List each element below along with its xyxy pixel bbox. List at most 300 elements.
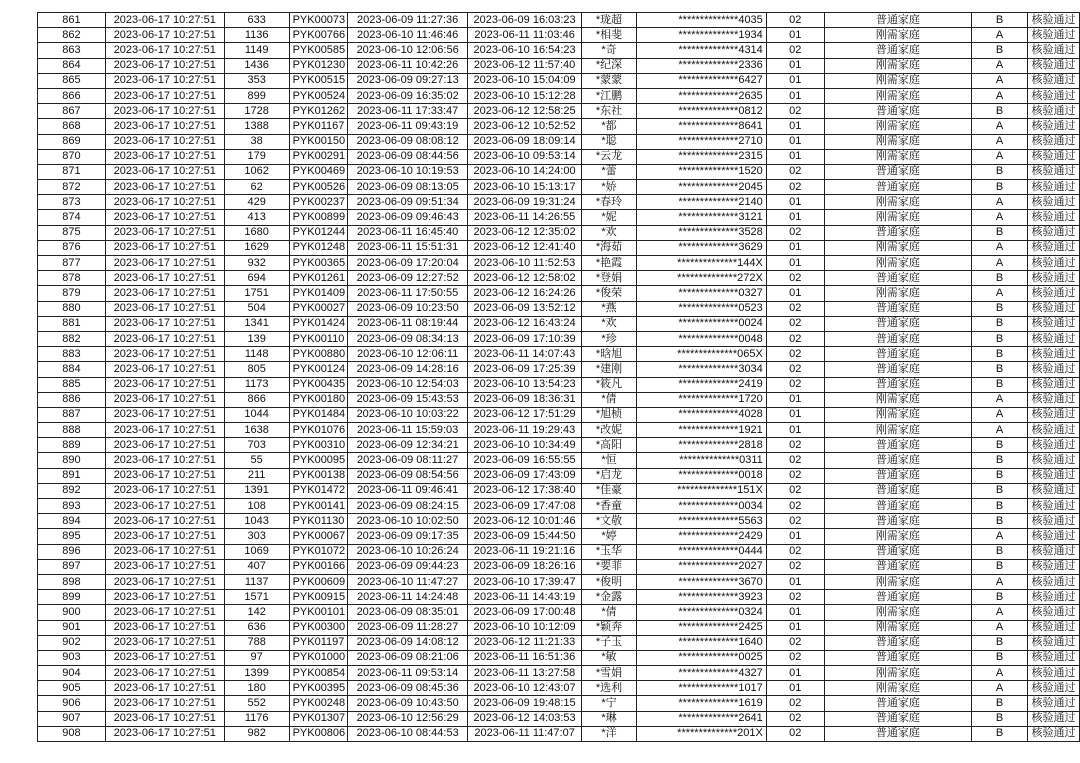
household-type-cell: 普通家庭: [824, 362, 972, 377]
pyk-code-cell: PYK00095: [289, 453, 348, 468]
submit-time-cell: 2023-06-11 15:59:03: [348, 423, 468, 438]
seq-cell: 876: [38, 240, 106, 255]
applicant-name-cell: *倩: [582, 605, 637, 620]
grade-cell: B: [972, 347, 1028, 362]
table-row: [38, 529, 1080, 544]
review-time-cell: 2023-06-09 17:10:39: [468, 331, 582, 346]
household-type-cell: 普通家庭: [824, 514, 972, 529]
query-time-cell: 2023-06-17 10:27:51: [105, 58, 224, 73]
status-cell: 核验通过: [1027, 635, 1079, 650]
submit-time-cell: 2023-06-09 09:27:13: [348, 73, 468, 88]
id-number-cell: **************1520: [636, 164, 766, 179]
query-time-cell: 2023-06-17 10:27:51: [105, 362, 224, 377]
review-time-cell: 2023-06-09 17:00:48: [468, 605, 582, 620]
pyk-code-cell: PYK00469: [289, 164, 348, 179]
id-number-cell: **************0034: [636, 499, 766, 514]
seq-cell: 897: [38, 559, 106, 574]
review-time-cell: 2023-06-12 12:58:02: [468, 271, 582, 286]
household-type-cell: 普通家庭: [824, 180, 972, 195]
grade-cell: A: [972, 73, 1028, 88]
status-cell: 核验通过: [1027, 316, 1079, 331]
category-code-cell: 02: [766, 499, 824, 514]
applicant-name-cell: *相斐: [582, 28, 637, 43]
household-type-cell: 刚需家庭: [824, 88, 972, 103]
category-code-cell: 01: [766, 529, 824, 544]
id-number-cell: **************2635: [636, 88, 766, 103]
category-code-cell: 01: [766, 210, 824, 225]
table-row: [38, 635, 1080, 650]
pyk-code-cell: PYK01484: [289, 407, 348, 422]
submit-time-cell: 2023-06-10 10:26:24: [348, 544, 468, 559]
category-code-cell: 02: [766, 225, 824, 240]
category-code-cell: 02: [766, 635, 824, 650]
review-time-cell: 2023-06-12 16:24:26: [468, 286, 582, 301]
order-no-cell: 788: [224, 635, 289, 650]
applicant-name-cell: *玉华: [582, 544, 637, 559]
status-cell: 核验通过: [1027, 195, 1079, 210]
category-code-cell: 02: [766, 559, 824, 574]
category-code-cell: 01: [766, 286, 824, 301]
table-row: [38, 574, 1080, 589]
household-type-cell: 刚需家庭: [824, 681, 972, 696]
order-no-cell: 1629: [224, 240, 289, 255]
household-type-cell: 刚需家庭: [824, 392, 972, 407]
category-code-cell: 02: [766, 347, 824, 362]
order-no-cell: 211: [224, 468, 289, 483]
query-time-cell: 2023-06-17 10:27:51: [105, 407, 224, 422]
query-time-cell: 2023-06-17 10:27:51: [105, 286, 224, 301]
order-no-cell: 1388: [224, 119, 289, 134]
id-number-cell: **************0324: [636, 605, 766, 620]
submit-time-cell: 2023-06-09 12:34:21: [348, 438, 468, 453]
table-row: [38, 377, 1080, 392]
applicant-name-cell: *文敬: [582, 514, 637, 529]
review-time-cell: 2023-06-10 15:04:09: [468, 73, 582, 88]
query-time-cell: 2023-06-17 10:27:51: [105, 240, 224, 255]
seq-cell: 893: [38, 499, 106, 514]
household-type-cell: 普通家庭: [824, 43, 972, 58]
applicant-name-cell: *聪: [582, 134, 637, 149]
category-code-cell: 01: [766, 681, 824, 696]
submit-time-cell: 2023-06-11 09:43:19: [348, 119, 468, 134]
pyk-code-cell: PYK01307: [289, 711, 348, 726]
submit-time-cell: 2023-06-09 08:45:36: [348, 681, 468, 696]
query-time-cell: 2023-06-17 10:27:51: [105, 43, 224, 58]
order-no-cell: 1149: [224, 43, 289, 58]
seq-cell: 892: [38, 483, 106, 498]
category-code-cell: 02: [766, 164, 824, 179]
category-code-cell: 02: [766, 271, 824, 286]
pyk-code-cell: PYK00291: [289, 149, 348, 164]
category-code-cell: 02: [766, 453, 824, 468]
order-no-cell: 1137: [224, 574, 289, 589]
household-type-cell: 刚需家庭: [824, 256, 972, 271]
pyk-code-cell: PYK01197: [289, 635, 348, 650]
pyk-code-cell: PYK00806: [289, 726, 348, 741]
category-code-cell: 02: [766, 483, 824, 498]
seq-cell: 890: [38, 453, 106, 468]
table-row: [38, 453, 1080, 468]
submit-time-cell: 2023-06-09 08:11:27: [348, 453, 468, 468]
query-time-cell: 2023-06-17 10:27:51: [105, 666, 224, 681]
query-time-cell: 2023-06-17 10:27:51: [105, 149, 224, 164]
category-code-cell: 01: [766, 423, 824, 438]
review-time-cell: 2023-06-12 10:52:52: [468, 119, 582, 134]
status-cell: 核验通过: [1027, 468, 1079, 483]
id-number-cell: **************0523: [636, 301, 766, 316]
review-time-cell: 2023-06-11 13:27:58: [468, 666, 582, 681]
pyk-code-cell: PYK00365: [289, 256, 348, 271]
seq-cell: 874: [38, 210, 106, 225]
status-cell: 核验通过: [1027, 271, 1079, 286]
id-number-cell: **************0311: [636, 453, 766, 468]
grade-cell: A: [972, 681, 1028, 696]
category-code-cell: 02: [766, 331, 824, 346]
category-code-cell: 01: [766, 605, 824, 620]
query-time-cell: 2023-06-17 10:27:51: [105, 468, 224, 483]
seq-cell: 862: [38, 28, 106, 43]
review-time-cell: 2023-06-12 16:43:24: [468, 316, 582, 331]
seq-cell: 873: [38, 195, 106, 210]
order-no-cell: 805: [224, 362, 289, 377]
table-row: [38, 499, 1080, 514]
submit-time-cell: 2023-06-09 09:44:23: [348, 559, 468, 574]
query-time-cell: 2023-06-17 10:27:51: [105, 514, 224, 529]
order-no-cell: 1136: [224, 28, 289, 43]
status-cell: 核验通过: [1027, 240, 1079, 255]
table-row: [38, 362, 1080, 377]
applicant-name-cell: *雪娟: [582, 666, 637, 681]
id-number-cell: **************1720: [636, 392, 766, 407]
order-no-cell: 139: [224, 331, 289, 346]
id-number-cell: **************2710: [636, 134, 766, 149]
id-number-cell: **************151X: [636, 483, 766, 498]
table-row: [38, 286, 1080, 301]
id-number-cell: **************1640: [636, 635, 766, 650]
id-number-cell: **************0018: [636, 468, 766, 483]
grade-cell: B: [972, 711, 1028, 726]
submit-time-cell: 2023-06-10 08:44:53: [348, 726, 468, 741]
seq-cell: 905: [38, 681, 106, 696]
review-time-cell: 2023-06-11 14:26:55: [468, 210, 582, 225]
submit-time-cell: 2023-06-09 11:28:27: [348, 620, 468, 635]
order-no-cell: 1043: [224, 514, 289, 529]
submit-time-cell: 2023-06-11 09:46:41: [348, 483, 468, 498]
id-number-cell: **************144X: [636, 256, 766, 271]
status-cell: 核验通过: [1027, 559, 1079, 574]
id-number-cell: **************0048: [636, 331, 766, 346]
pyk-code-cell: PYK01230: [289, 58, 348, 73]
household-type-cell: 刚需家庭: [824, 149, 972, 164]
submit-time-cell: 2023-06-09 11:27:36: [348, 13, 468, 28]
category-code-cell: 02: [766, 696, 824, 711]
category-code-cell: 01: [766, 149, 824, 164]
submit-time-cell: 2023-06-09 10:23:50: [348, 301, 468, 316]
category-code-cell: 01: [766, 620, 824, 635]
seq-cell: 895: [38, 529, 106, 544]
seq-cell: 865: [38, 73, 106, 88]
review-time-cell: 2023-06-10 14:24:00: [468, 164, 582, 179]
query-time-cell: 2023-06-17 10:27:51: [105, 180, 224, 195]
applicant-name-cell: *春玲: [582, 195, 637, 210]
submit-time-cell: 2023-06-09 08:08:12: [348, 134, 468, 149]
grade-cell: B: [972, 438, 1028, 453]
order-no-cell: 1148: [224, 347, 289, 362]
household-type-cell: 刚需家庭: [824, 73, 972, 88]
grade-cell: B: [972, 13, 1028, 28]
grade-cell: A: [972, 58, 1028, 73]
applicant-name-cell: *旭桢: [582, 407, 637, 422]
grade-cell: B: [972, 544, 1028, 559]
review-time-cell: 2023-06-12 11:57:40: [468, 58, 582, 73]
pyk-code-cell: PYK00435: [289, 377, 348, 392]
seq-cell: 886: [38, 392, 106, 407]
status-cell: 核验通过: [1027, 544, 1079, 559]
applicant-name-cell: *宁: [582, 696, 637, 711]
applicant-name-cell: *启龙: [582, 468, 637, 483]
grade-cell: B: [972, 499, 1028, 514]
submit-time-cell: 2023-06-09 09:51:34: [348, 195, 468, 210]
pyk-code-cell: PYK00166: [289, 559, 348, 574]
submit-time-cell: 2023-06-09 08:24:15: [348, 499, 468, 514]
category-code-cell: 01: [766, 666, 824, 681]
household-type-cell: 普通家庭: [824, 271, 972, 286]
applicant-name-cell: *俊荣: [582, 286, 637, 301]
applicant-name-cell: *奇: [582, 43, 637, 58]
seq-cell: 868: [38, 119, 106, 134]
status-cell: 核验通过: [1027, 574, 1079, 589]
table-row: [38, 681, 1080, 696]
pyk-code-cell: PYK00609: [289, 574, 348, 589]
query-time-cell: 2023-06-17 10:27:51: [105, 392, 224, 407]
applicant-name-cell: *欢: [582, 225, 637, 240]
seq-cell: 871: [38, 164, 106, 179]
table-row: [38, 726, 1080, 741]
status-cell: 核验通过: [1027, 347, 1079, 362]
applicant-name-cell: *倩: [582, 392, 637, 407]
household-type-cell: 刚需家庭: [824, 605, 972, 620]
submit-time-cell: 2023-06-09 09:46:43: [348, 210, 468, 225]
pyk-code-cell: PYK00395: [289, 681, 348, 696]
status-cell: 核验通过: [1027, 73, 1079, 88]
applicant-name-cell: *颖奔: [582, 620, 637, 635]
pyk-code-cell: PYK00854: [289, 666, 348, 681]
order-no-cell: 1638: [224, 423, 289, 438]
category-code-cell: 02: [766, 726, 824, 741]
query-time-cell: 2023-06-17 10:27:51: [105, 88, 224, 103]
query-time-cell: 2023-06-17 10:27:51: [105, 620, 224, 635]
status-cell: 核验通过: [1027, 666, 1079, 681]
table-row: [38, 544, 1080, 559]
pyk-code-cell: PYK01261: [289, 271, 348, 286]
seq-cell: 879: [38, 286, 106, 301]
query-time-cell: 2023-06-17 10:27:51: [105, 134, 224, 149]
grade-cell: B: [972, 331, 1028, 346]
query-time-cell: 2023-06-17 10:27:51: [105, 574, 224, 589]
grade-cell: B: [972, 225, 1028, 240]
status-cell: 核验通过: [1027, 301, 1079, 316]
query-time-cell: 2023-06-17 10:27:51: [105, 438, 224, 453]
pyk-code-cell: PYK00310: [289, 438, 348, 453]
seq-cell: 884: [38, 362, 106, 377]
household-type-cell: 普通家庭: [824, 544, 972, 559]
id-number-cell: **************2429: [636, 529, 766, 544]
review-time-cell: 2023-06-09 15:44:50: [468, 529, 582, 544]
review-time-cell: 2023-06-11 14:07:43: [468, 347, 582, 362]
status-cell: 核验通过: [1027, 423, 1079, 438]
review-time-cell: 2023-06-10 13:54:23: [468, 377, 582, 392]
household-type-cell: 普通家庭: [824, 711, 972, 726]
status-cell: 核验通过: [1027, 225, 1079, 240]
grade-cell: B: [972, 468, 1028, 483]
review-time-cell: 2023-06-12 17:51:29: [468, 407, 582, 422]
grade-cell: B: [972, 301, 1028, 316]
submit-time-cell: 2023-06-10 11:47:27: [348, 574, 468, 589]
seq-cell: 864: [38, 58, 106, 73]
query-time-cell: 2023-06-17 10:27:51: [105, 650, 224, 665]
applicant-name-cell: *俊明: [582, 574, 637, 589]
table-row: [38, 331, 1080, 346]
grade-cell: A: [972, 286, 1028, 301]
table-row: [38, 559, 1080, 574]
table-row: [38, 180, 1080, 195]
status-cell: 核验通过: [1027, 650, 1079, 665]
id-number-cell: **************4314: [636, 43, 766, 58]
status-cell: 核验通过: [1027, 529, 1079, 544]
pyk-code-cell: PYK00124: [289, 362, 348, 377]
table-row: [38, 301, 1080, 316]
id-number-cell: **************0812: [636, 104, 766, 119]
query-time-cell: 2023-06-17 10:27:51: [105, 225, 224, 240]
submit-time-cell: 2023-06-09 12:27:52: [348, 271, 468, 286]
seq-cell: 861: [38, 13, 106, 28]
id-number-cell: **************065X: [636, 347, 766, 362]
table-row: [38, 240, 1080, 255]
table-row: [38, 134, 1080, 149]
grade-cell: B: [972, 453, 1028, 468]
pyk-code-cell: PYK00524: [289, 88, 348, 103]
seq-cell: 894: [38, 514, 106, 529]
category-code-cell: 01: [766, 73, 824, 88]
status-cell: 核验通过: [1027, 43, 1079, 58]
submit-time-cell: 2023-06-09 08:34:13: [348, 331, 468, 346]
id-number-cell: **************2818: [636, 438, 766, 453]
status-cell: 核验通过: [1027, 28, 1079, 43]
grade-cell: B: [972, 377, 1028, 392]
household-type-cell: 普通家庭: [824, 13, 972, 28]
category-code-cell: 02: [766, 514, 824, 529]
table-row: [38, 590, 1080, 605]
category-code-cell: 01: [766, 58, 824, 73]
seq-cell: 898: [38, 574, 106, 589]
query-time-cell: 2023-06-17 10:27:51: [105, 164, 224, 179]
table-row: [38, 58, 1080, 73]
id-number-cell: **************2027: [636, 559, 766, 574]
query-time-cell: 2023-06-17 10:27:51: [105, 726, 224, 741]
table-row: [38, 347, 1080, 362]
grade-cell: A: [972, 210, 1028, 225]
review-time-cell: 2023-06-09 18:36:31: [468, 392, 582, 407]
pyk-code-cell: PYK01072: [289, 544, 348, 559]
submit-time-cell: 2023-06-10 12:54:03: [348, 377, 468, 392]
category-code-cell: 02: [766, 650, 824, 665]
id-number-cell: **************0025: [636, 650, 766, 665]
order-no-cell: 303: [224, 529, 289, 544]
id-number-cell: **************6427: [636, 73, 766, 88]
order-no-cell: 179: [224, 149, 289, 164]
category-code-cell: 02: [766, 104, 824, 119]
applicant-name-cell: *佳豪: [582, 483, 637, 498]
status-cell: 核验通过: [1027, 696, 1079, 711]
submit-time-cell: 2023-06-10 12:06:11: [348, 347, 468, 362]
category-code-cell: 01: [766, 134, 824, 149]
submit-time-cell: 2023-06-11 16:45:40: [348, 225, 468, 240]
grade-cell: B: [972, 696, 1028, 711]
id-number-cell: **************0327: [636, 286, 766, 301]
review-time-cell: 2023-06-12 14:03:53: [468, 711, 582, 726]
id-number-cell: **************0444: [636, 544, 766, 559]
id-number-cell: **************3923: [636, 590, 766, 605]
id-number-cell: **************2315: [636, 149, 766, 164]
household-type-cell: 普通家庭: [824, 104, 972, 119]
household-type-cell: 普通家庭: [824, 726, 972, 741]
applicant-name-cell: *海茹: [582, 240, 637, 255]
order-no-cell: 899: [224, 88, 289, 103]
id-number-cell: **************2641: [636, 711, 766, 726]
table-row: [38, 210, 1080, 225]
submit-time-cell: 2023-06-09 09:17:35: [348, 529, 468, 544]
order-no-cell: 1571: [224, 590, 289, 605]
pyk-code-cell: PYK00180: [289, 392, 348, 407]
grade-cell: A: [972, 620, 1028, 635]
submit-time-cell: 2023-06-09 14:28:16: [348, 362, 468, 377]
applicant-name-cell: *琳: [582, 711, 637, 726]
review-time-cell: 2023-06-10 11:52:53: [468, 256, 582, 271]
grade-cell: B: [972, 590, 1028, 605]
status-cell: 核验通过: [1027, 256, 1079, 271]
status-cell: 核验通过: [1027, 499, 1079, 514]
review-time-cell: 2023-06-09 17:25:39: [468, 362, 582, 377]
query-time-cell: 2023-06-17 10:27:51: [105, 696, 224, 711]
submit-time-cell: 2023-06-09 08:54:56: [348, 468, 468, 483]
id-number-cell: **************201X: [636, 726, 766, 741]
household-type-cell: 刚需家庭: [824, 574, 972, 589]
applicant-name-cell: *高阳: [582, 438, 637, 453]
review-time-cell: 2023-06-12 11:21:33: [468, 635, 582, 650]
pyk-code-cell: PYK00141: [289, 499, 348, 514]
id-number-cell: **************3121: [636, 210, 766, 225]
order-no-cell: 1751: [224, 286, 289, 301]
query-time-cell: 2023-06-17 10:27:51: [105, 331, 224, 346]
table-row: [38, 28, 1080, 43]
pyk-code-cell: PYK00101: [289, 605, 348, 620]
id-number-cell: **************2336: [636, 58, 766, 73]
seq-cell: 870: [38, 149, 106, 164]
review-time-cell: 2023-06-12 17:38:40: [468, 483, 582, 498]
review-time-cell: 2023-06-09 18:09:14: [468, 134, 582, 149]
order-no-cell: 1680: [224, 225, 289, 240]
order-no-cell: 504: [224, 301, 289, 316]
grade-cell: A: [972, 666, 1028, 681]
submit-time-cell: 2023-06-11 15:51:31: [348, 240, 468, 255]
query-time-cell: 2023-06-17 10:27:51: [105, 605, 224, 620]
seq-cell: 877: [38, 256, 106, 271]
category-code-cell: 02: [766, 590, 824, 605]
grade-cell: B: [972, 650, 1028, 665]
applicant-name-cell: *蒙蒙: [582, 73, 637, 88]
category-code-cell: 02: [766, 468, 824, 483]
review-time-cell: 2023-06-11 19:29:43: [468, 423, 582, 438]
